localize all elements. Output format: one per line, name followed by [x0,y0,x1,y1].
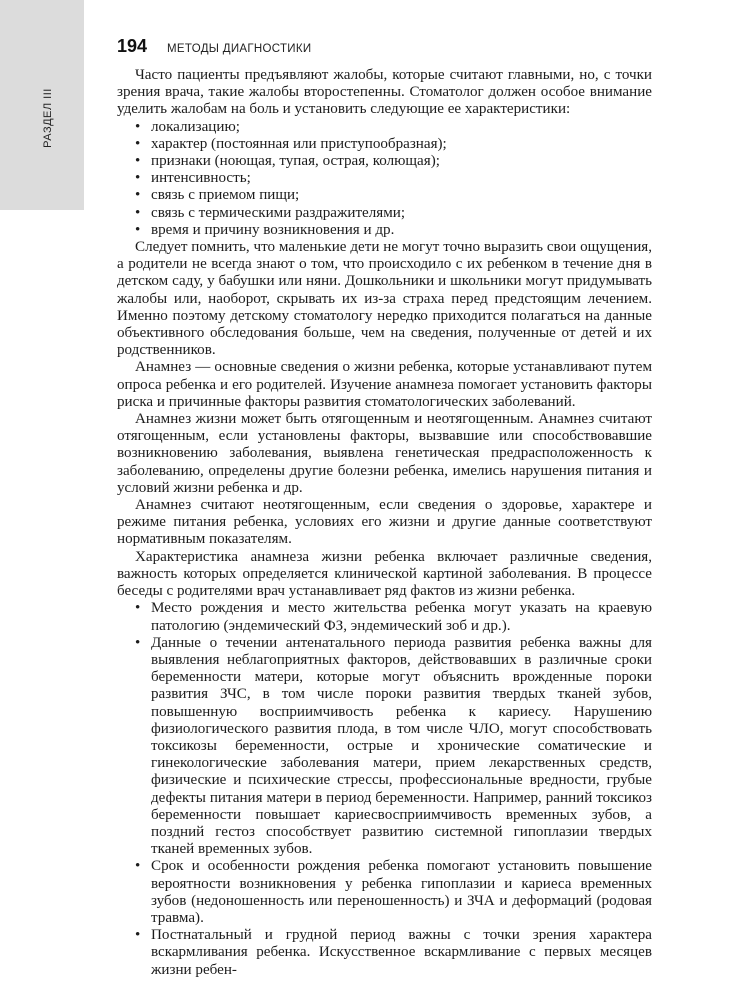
section-label: РАЗДЕЛ III [42,88,54,148]
list-item: • признаки (ноющая, тупая, острая, колющая); [135,153,652,170]
paragraph: Характеристика анамнеза жизни ребенка включает различные сведения, важность которых определяется клинической картиной заболевания. В процессе беседы с родителями врач устанавливает ряд фактов из жизни ребенка. [117,548,652,600]
list-item: • локализацию; [135,119,652,136]
paragraph: Часто пациенты предъявляют жалобы, которые считают главными, но, с точки зрения врача, такие жалобы второстепенны. Стоматолог должен особое внимание уделить жалобам на боль и установить следующие ее характеристики: [117,67,652,118]
page-body [117,67,652,979]
list-item: • связь с термическими раздражителями; [135,205,652,222]
list-item: • время и причину возникновения и др. [135,222,652,239]
list-item: • Данные о течении антенатального периода развития ребенка важны для выявления неблагоприятных факторов, действовавших в различные сроки беременности матери, которые могут объяснить врожденные пороки развития ЗЧС, в том числе пороки развития твердых тканей зубов, повышенную восприимчивость ребенка к кариесу. Нарушению физиологического развития плода, в том числе ЧЛО, могут способствовать токсикозы беременности, острые и хронические соматические и гинекологические заболевания матери, прием лекарственных средств, физические и психические стрессы, профессиональные вредности, грубые дефекты питания матери в период беременности. Например, ранний токсикоз беременности повышает кариесвосприимчивость временных зубов, а поздний гестоз способствует развитию системной гипоплазии твердых тканей временных зубов. [135,635,652,859]
list-item: • характер (постоянная или приступообразная); [135,136,652,153]
anamnesis-facts-list [117,600,652,978]
paragraph: Анамнез жизни может быть отягощенным и неотягощенным. Анамнез считают отягощенным, если установлены факторы, вызвавшие или способствовавшие возникновению заболевания, выявлена генетическая предрасположенность к заболеванию, определены другие болезни ребенка, имелись нарушения питания и условий жизни ребенка и др. [117,411,652,496]
list-item: • интенсивность; [135,170,652,187]
paragraph: Анамнез считают неотягощенным, если сведения о здоровье, характере и режиме питания ребенка, условиях его жизни и другие данные соответствуют нормативным показателям. [117,497,652,548]
running-header [117,36,311,60]
paragraph: Анамнез — основные сведения о жизни ребенка, которые устанавливают путем опроса ребенка и его родителей. Изучение анамнеза помогает установить факторы риска и причинные факторы развития стоматологических заболеваний. [117,359,652,410]
list-item: • связь с приемом пищи; [135,187,652,204]
list-item: • Постнатальный и грудной период важны с точки зрения характера вскармливания ребенка. Искусственное вскармливание с первых месяцев жизни ребен- [135,927,652,979]
pain-characteristics-list [117,119,652,239]
list-item: • Срок и особенности рождения ребенка помогают установить повышение вероятности возникновения у ребенка гипоплазии и кариеса временных зубов (недоношенность или переношенность) и ЗЧА и деформаций (родовая травма). [135,858,652,927]
running-title: МЕТОДЫ ДИАГНОСТИКИ [167,43,312,55]
section-side-tab [0,0,84,210]
list-item: • Место рождения и место жительства ребенка могут указать на краевую патологию (эндемический ФЗ, эндемический зоб и др.). [135,600,652,634]
page-number: 194 [117,36,148,56]
paragraph: Следует помнить, что маленькие дети не могут точно выразить свои ощущения, а родители не всегда знают о том, что происходило с их ребенком в течение дня в детском саду, у бабушки или няни. Дошкольники и школьники могут придумывать жалобы или, наоборот, скрывать их из-за страха перед предстоящим лечением. Именно поэтому детскому стоматологу нередко приходится полагаться на данные объективного обследования больше, чем на сведения, полученные от детей и их родственников. [117,239,652,359]
